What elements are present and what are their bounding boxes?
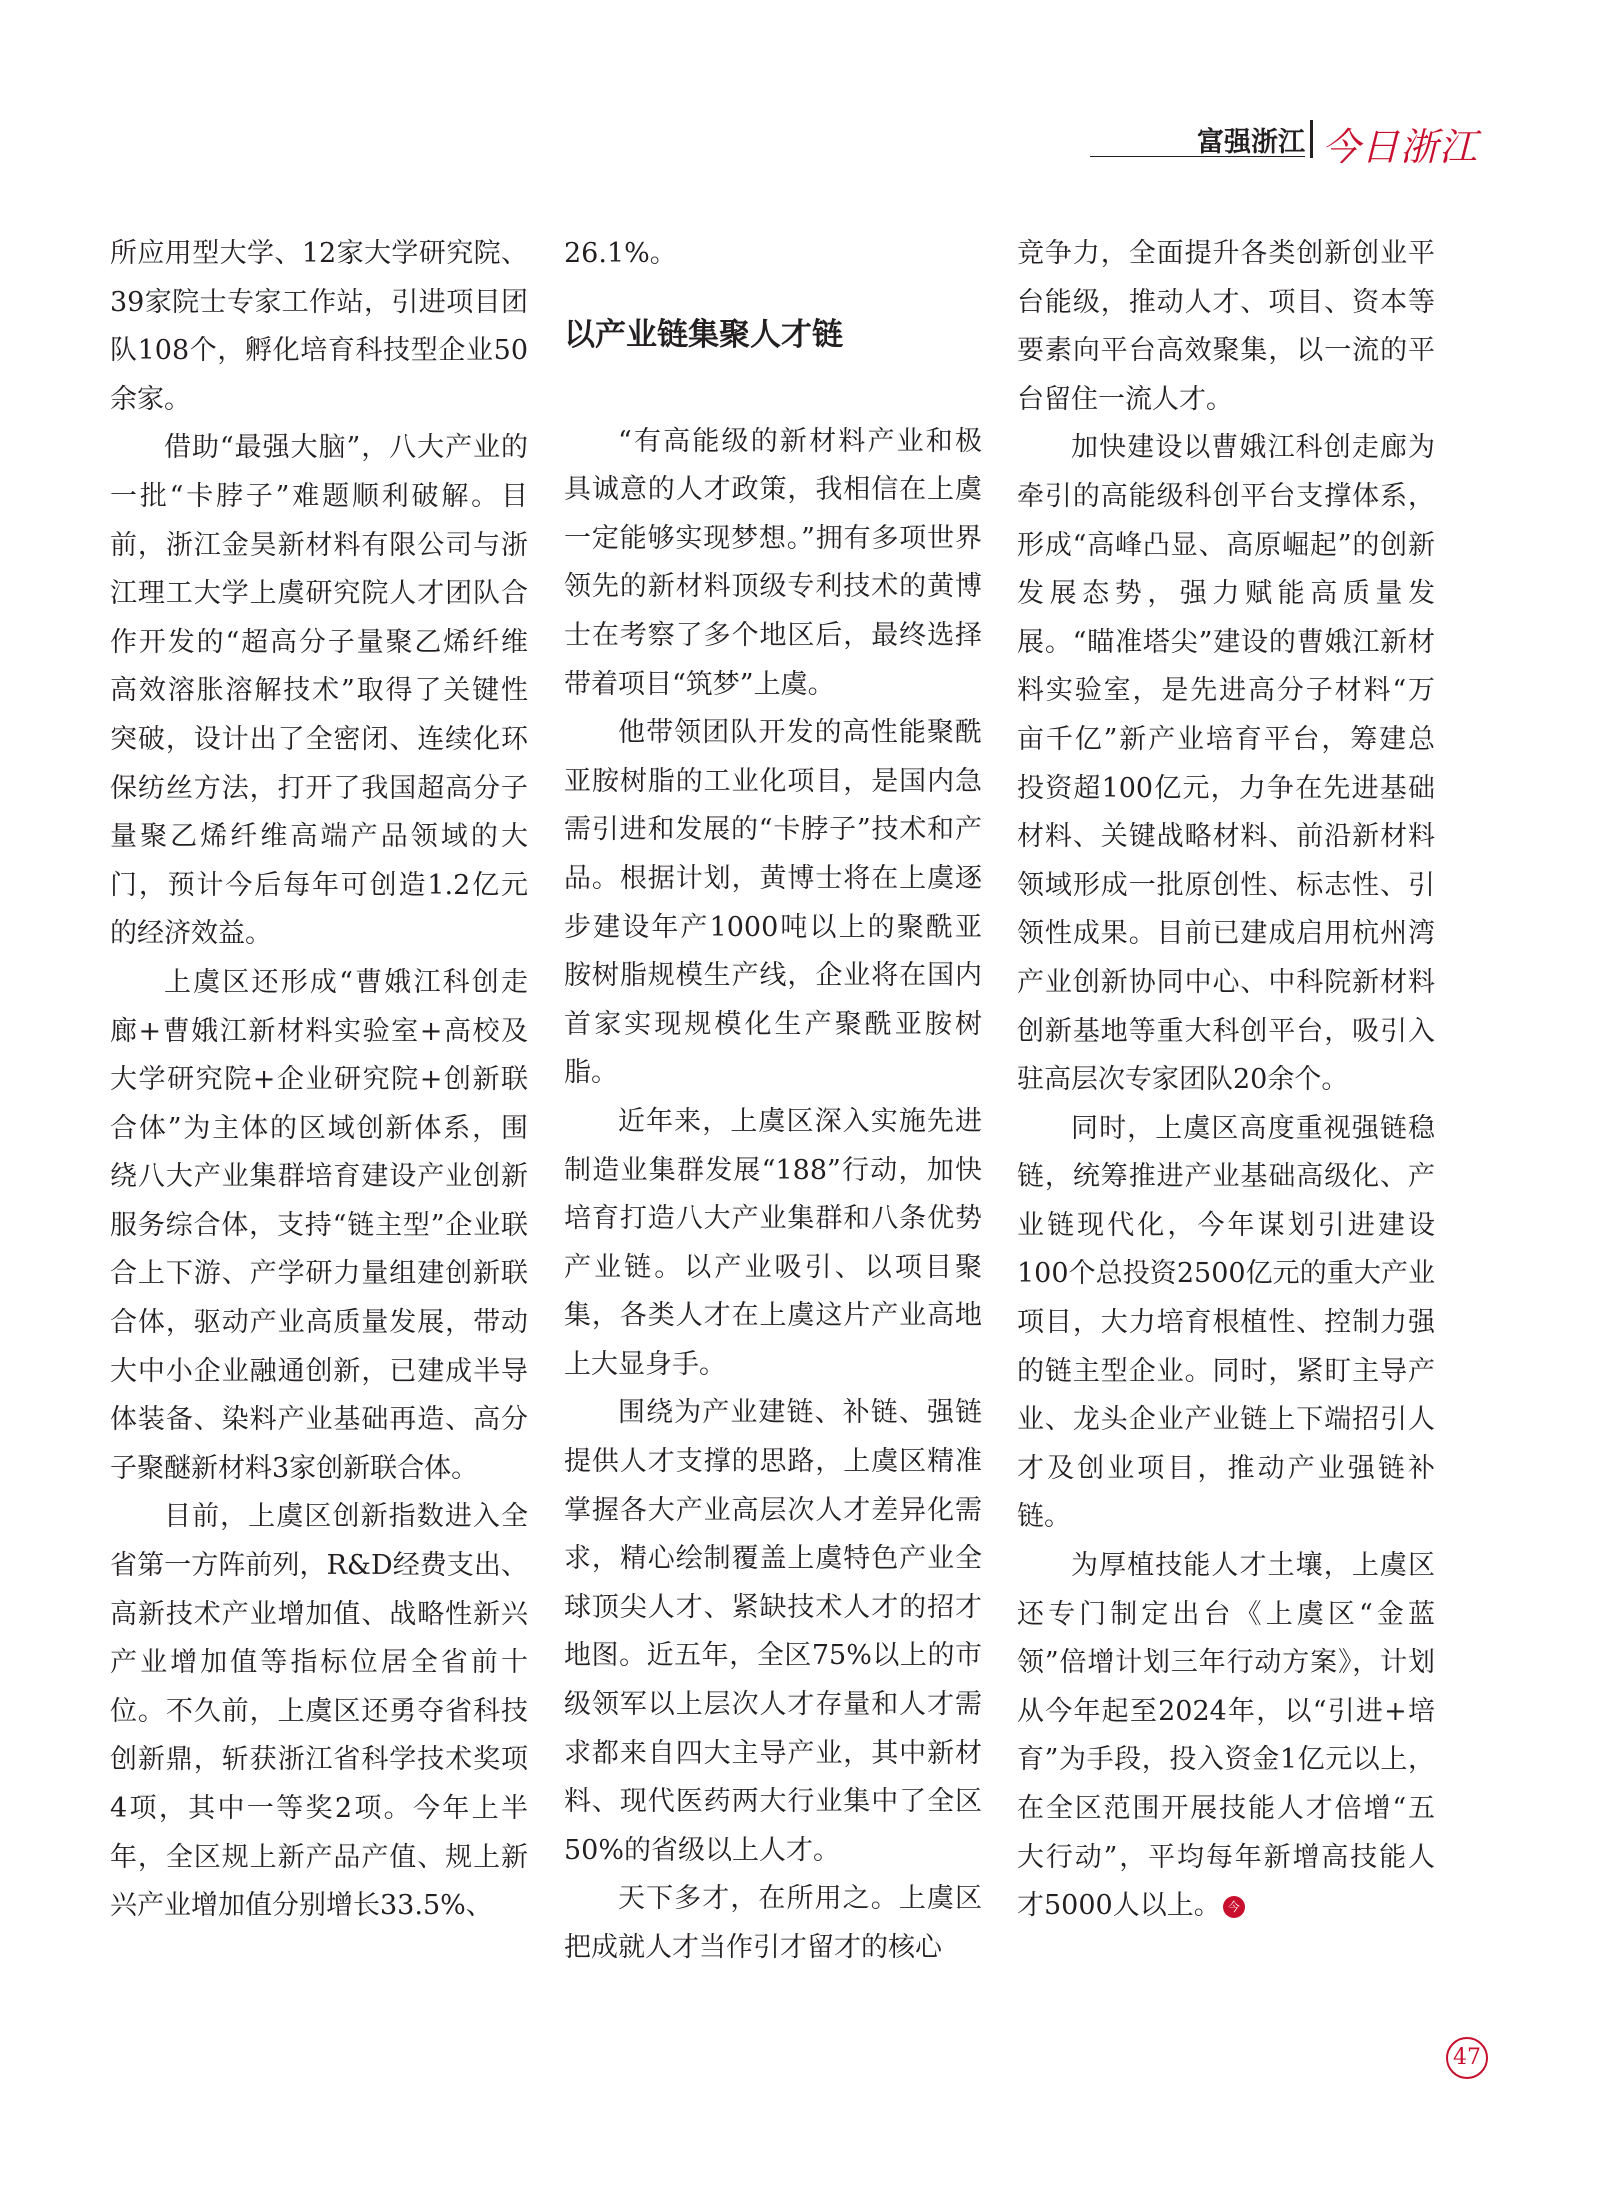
- paragraph: 同时，上虞区高度重视强链稳链，统筹推进产业基础高级化、产业链现代化，今年谋划引进建设100个总投资2500亿元的重大产业项目，大力培育根植性、控制力强的链主型企业。同时，紧盯主导产业、龙头企业产业链上下端招引人才及创业项目，推动产业强链补链。: [1017, 1112, 1435, 1533]
- column-2: [564, 230, 982, 1973]
- paragraph-text: 为厚植技能人才土壤，上虞区还专门制定出台《上虞区“金蓝领”倍增计划三年行动方案》，计划从今年起至2024年，以“引进+培育”为手段，投入资金1亿元以上，在全区范围开展技能人才倍增“五大行动”，平均每年新增高技能人才5000人以上。: [1017, 1550, 1435, 1922]
- paragraph: “有高能级的新材料产业和极具诚意的人才政策，我相信在上虞一定能够实现梦想。”拥有多项世界领先的新材料顶级专利技术的黄博士在考察了多个地区后，最终选择带着项目“筑梦”上虞。: [564, 425, 982, 700]
- column-3: [1017, 230, 1435, 1931]
- paragraph-last: [1017, 1542, 1435, 1931]
- end-mark-icon: 今: [1223, 1896, 1245, 1918]
- paragraph: 目前，上虞区创新指数进入全省第一方阵前列，R&D经费支出、高新技术产业增加值、战略性新兴产业增加值等指标位居全省前十位。不久前，上虞区还勇夺省科技创新鼎，斩获浙江省科学技术奖项4项，其中一等奖2项。今年上半年，全区规上新产品产值、规上新兴产业增加值分别增长33.5%、: [110, 1501, 528, 1922]
- section-title: 富强浙江: [1197, 127, 1305, 158]
- paragraph: 围绕为产业建链、补链、强链提供人才支撑的思路，上虞区精准掌握各大产业高层次人才差异化需求，精心绘制覆盖上虞特色产业全球顶尖人才、紧缺技术人才的招才地图。近五年，全区75%以上的市级领军以上层次人才存量和人才需求都来自四大主导产业，其中新材料、现代医药两大行业集中了全区50%的省级以上人才。: [564, 1397, 982, 1866]
- magazine-logo: 今日浙江: [1322, 125, 1479, 169]
- paragraph: 竞争力，全面提升各类创新创业平台能级，推动人才、项目、资本等要素向平台高效聚集，以一流的平台留住一流人才。: [1017, 238, 1435, 415]
- page-number: 47: [1446, 2037, 1488, 2079]
- paragraph: 上虞区还形成“曹娥江科创走廊+曹娥江新材料实验室+高校及大学研究院+企业研究院+创新联合体”为主体的区域创新体系，围绕八大产业集群培育建设产业创新服务综合体，支持“链主型”企业联合上下游、产学研力量组建创新联合体，驱动产业高质量发展，带动大中小企业融通创新，已建成半导体装备、染料产业基础再造、高分子聚醚新材料3家创新联合体。: [110, 966, 528, 1484]
- column-1: [110, 230, 528, 1931]
- paragraph: 天下多才，在所用之。上虞区把成就人才当作引才留才的核心: [564, 1883, 982, 1963]
- paragraph: 加快建设以曹娥江科创走廊为牵引的高能级科创平台支撑体系，形成“高峰凸显、高原崛起”的创新发展态势，强力赋能高质量发展。“瞄准塔尖”建设的曹娥江新材料实验室，是先进高分子材料“万亩千亿”新产业培育平台，筹建总投资超100亿元，力争在先进基础材料、关键战略材料、前沿新材料领域形成一批原创性、标志性、引领性成果。目前已建成启用杭州湾产业创新协同中心、中科院新材料创新基地等重大科创平台，吸引入驻高层次专家团队20余个。: [1017, 432, 1435, 1096]
- header-divider: [1310, 120, 1313, 158]
- paragraph: 26.1%。: [564, 238, 677, 269]
- subheading: 以产业链集聚人才链: [564, 316, 843, 353]
- paragraph: 所应用型大学、12家大学研究院、39家院士专家工作站，引进项目团队108个，孵化培育科技型企业50余家。: [110, 238, 528, 415]
- paragraph: 近年来，上虞区深入实施先进制造业集群发展“188”行动，加快培育打造八大产业集群和八条优势产业链。以产业吸引、以项目聚集，各类人才在上虞这片产业高地上大显身手。: [564, 1105, 982, 1380]
- paragraph: 借助“最强大脑”，八大产业的一批“卡脖子”难题顺利破解。目前，浙江金昊新材料有限公司与浙江理工大学上虞研究院人才团队合作开发的“超高分子量聚乙烯纤维高效溶胀溶解技术”取得了关键性突破，设计出了全密闭、连续化环保纺丝方法，打开了我国超高分子量聚乙烯纤维高端产品领域的大门，预计今后每年可创造1.2亿元的经济效益。: [110, 432, 528, 950]
- paragraph: 他带领团队开发的高性能聚酰亚胺树脂的工业化项目，是国内急需引进和发展的“卡脖子”技术和产品。根据计划，黄博士将在上虞逐步建设年产1000吨以上的聚酰亚胺树脂规模生产线，企业将在国内首家实现规模化生产聚酰亚胺树脂。: [564, 717, 982, 1089]
